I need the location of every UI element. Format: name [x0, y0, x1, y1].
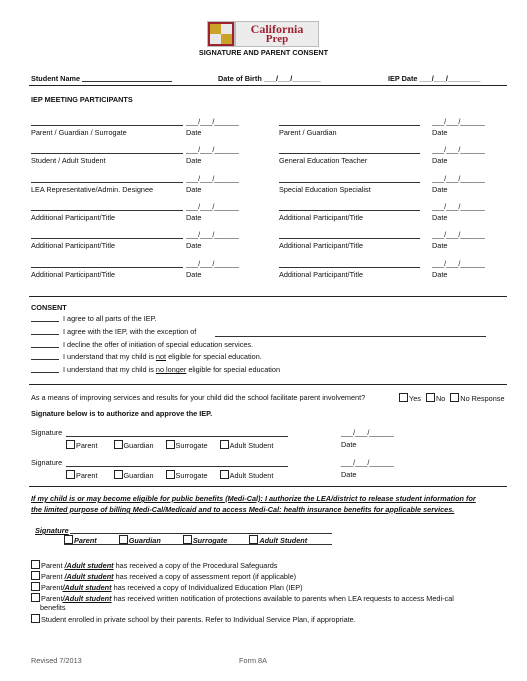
participant-signature-line[interactable] [31, 210, 183, 211]
participant-signature-line[interactable] [31, 238, 183, 239]
form-number-footer: Form 8A [239, 656, 267, 665]
involvement-options [399, 393, 505, 403]
signature-role-checkbox[interactable] [114, 470, 123, 479]
participant-date-field[interactable]: ___/___/______ [186, 258, 239, 268]
receipt-item [31, 560, 277, 570]
participant-signature-line[interactable] [279, 210, 420, 211]
consent-heading: CONSENT [31, 303, 67, 312]
participant-signature-line[interactable] [279, 267, 420, 268]
medi-adult-student-checkbox[interactable] [249, 535, 258, 544]
student-name-label: Student Name [31, 74, 172, 83]
signature-date-label: Date [341, 470, 357, 479]
participant-date-label: Date [432, 269, 448, 279]
participant-signature-line[interactable] [279, 182, 420, 183]
receipt-text: has received a copy of the Procedural Safeguards [113, 561, 278, 570]
participant-date-label: Date [432, 156, 448, 166]
revised-footer: Revised 7/2013 [31, 656, 82, 665]
signature-role-options [66, 440, 273, 450]
receipt-text: has received a copy of Individualized Education Plan (IEP) [111, 583, 303, 592]
medi-parent-checkbox[interactable] [64, 535, 73, 544]
consent-text: eligible for special education. [166, 352, 262, 362]
consent-text: I agree with the IEP, with the exception of [63, 326, 197, 336]
consent-item [31, 314, 157, 323]
divider [29, 486, 507, 487]
no-label: No [435, 394, 446, 403]
signature-role-checkbox[interactable] [114, 440, 123, 449]
signature-role-label: Guardian [123, 441, 154, 450]
medi-cal-text-line2: the limited purpose of billing Medi-Cal/Medicaid and to access Medi-Cal: health insurance benefits for applicable services. [31, 505, 455, 514]
consent-initial-field[interactable] [31, 314, 59, 322]
medi-guardian-checkbox[interactable] [119, 535, 128, 544]
participant-role-label: General Education Teacher [279, 156, 368, 166]
exception-field[interactable] [215, 336, 486, 337]
consent-text: I agree to all parts of the IEP. [63, 314, 157, 323]
divider [29, 85, 507, 86]
signature-role-checkbox[interactable] [66, 440, 75, 449]
consent-text: I understand that my child is [63, 365, 156, 375]
medi-parent-label: Parent [74, 536, 97, 545]
consent-initial-field[interactable] [31, 352, 59, 360]
participant-signature-line[interactable] [279, 153, 420, 154]
participant-role-label: Additional Participant/Title [279, 269, 364, 279]
signature-role-checkbox[interactable] [166, 470, 175, 479]
signature-role-checkbox[interactable] [220, 470, 229, 479]
participant-date-field[interactable]: ___/___/______ [432, 258, 485, 268]
participant-date-label: Date [432, 241, 448, 251]
divider [29, 296, 507, 297]
logo-text-line2: Prep [265, 33, 289, 45]
receipt-checkbox[interactable] [31, 571, 40, 580]
iep-date-field[interactable]: ___/___/________ [419, 74, 481, 83]
participant-signature-line[interactable] [279, 238, 420, 239]
consent-initial-field[interactable] [31, 365, 59, 373]
signature-role-checkbox[interactable] [66, 470, 75, 479]
signature-date-field[interactable]: ___/___/______ [341, 458, 394, 467]
receipt-item [31, 593, 454, 603]
medi-guardian-label: Guardian [128, 536, 161, 545]
receipt-item [31, 571, 296, 581]
dob-label: Date of Birth ___/___/_______ [218, 74, 321, 83]
involvement-question: As a means of improving services and results for your child did the school facilitate parent involvement? [31, 393, 366, 402]
receipt-emphasis: /Adult student [64, 572, 114, 581]
checks-wrap-text: benefits [40, 603, 66, 612]
receipt-emphasis: /Adult student [64, 561, 114, 570]
logo-text-line1: California [250, 22, 304, 36]
participant-role-label: Student / Adult Student [31, 156, 106, 166]
participant-role-label: Additional Participant/Title [279, 212, 364, 222]
receipt-text: Parent [41, 561, 65, 570]
private-school-label: Student enrolled in private school by their parents. Refer to Individual Service Plan, if appropriate. [41, 615, 356, 624]
participant-role-label: Additional Participant/Title [31, 212, 116, 222]
dob-field[interactable]: ___/___/_______ [263, 74, 321, 83]
consent-text: I decline the offer of initiation of special education services. [63, 339, 254, 349]
medi-cal-text-line1: If my child is or may become eligible for public benefits (Medi-Cal): I authorize the LEA/district to release student information for [31, 494, 476, 503]
medi-options-underline [64, 544, 332, 545]
consent-text: eligible for special education [186, 365, 281, 375]
signature-date-field[interactable]: ___/___/______ [341, 428, 394, 437]
signature-role-label: Parent [76, 471, 98, 480]
no-response-checkbox[interactable] [450, 393, 459, 402]
participant-date-field[interactable]: ___/___/______ [186, 173, 239, 183]
shield-icon [207, 21, 235, 47]
participant-signature-line[interactable] [31, 153, 183, 154]
signature-field[interactable] [66, 466, 288, 467]
participant-date-label: Date [186, 212, 202, 222]
california-prep-logo [207, 21, 319, 47]
participant-date-label: Date [186, 156, 202, 166]
signature-role-label: Adult Student [229, 471, 274, 480]
consent-text: I understand that my child is [63, 352, 156, 362]
yes-label: Yes [409, 394, 421, 403]
participant-date-field[interactable]: ___/___/______ [186, 145, 239, 155]
participant-signature-line[interactable] [31, 182, 183, 183]
student-name-field[interactable] [82, 74, 172, 82]
participant-role-label: Special Education Specialist [279, 184, 371, 194]
signature-field[interactable] [66, 436, 288, 437]
participant-date-label: Date [186, 269, 202, 279]
private-school-checkbox[interactable] [31, 614, 40, 623]
participant-date-label: Date [186, 184, 202, 194]
consent-emphasis: no longer [155, 365, 187, 375]
no-checkbox[interactable] [426, 393, 435, 402]
signature-role-checkbox[interactable] [166, 440, 175, 449]
signature-label: Signature [31, 458, 63, 467]
participant-date-field[interactable]: ___/___/______ [432, 173, 485, 183]
consent-initial-field[interactable] [31, 327, 59, 335]
participant-role-label: Additional Participant/Title [279, 241, 364, 251]
participant-date-label: Date [432, 128, 448, 137]
consent-item [31, 365, 280, 374]
participant-role-label: Parent / Guardian [279, 128, 337, 137]
participant-date-field[interactable]: ___/___/______ [432, 230, 485, 240]
participant-role-label: Parent / Guardian / Surrogate [31, 128, 127, 137]
participant-date-label: Date [186, 241, 202, 251]
medi-cal-signature-field[interactable] [70, 533, 332, 534]
participant-role-label: Additional Participant/Title [31, 269, 116, 279]
signature-role-label: Adult Student [229, 441, 274, 450]
participants-heading: IEP MEETING PARTICIPANTS [31, 95, 133, 104]
participant-date-field[interactable]: ___/___/______ [186, 117, 239, 126]
signature-role-label: Surrogate [175, 471, 208, 480]
receipt-text: Parent [41, 594, 63, 603]
participant-date-field[interactable]: ___/___/______ [432, 201, 485, 211]
private-school-item [31, 614, 356, 624]
participant-signature-line[interactable] [31, 267, 183, 268]
participant-signature-line[interactable] [31, 125, 183, 126]
consent-item [31, 352, 262, 361]
page-title: SIGNATURE AND PARENT CONSENT [198, 48, 329, 57]
iep-date-label: IEP Date ___/___/________ [388, 74, 481, 83]
participant-date-field[interactable]: ___/___/______ [432, 145, 485, 155]
medi-adult-student-label: Adult Student [259, 536, 308, 545]
receipt-checkbox[interactable] [31, 593, 40, 602]
medi-surrogate-checkbox[interactable] [183, 535, 192, 544]
receipt-text: Parent [41, 583, 63, 592]
yes-checkbox[interactable] [399, 393, 408, 402]
participant-date-label: Date [432, 184, 448, 194]
consent-item [31, 327, 196, 336]
participant-date-label: Date [432, 212, 448, 222]
receipt-checkbox[interactable] [31, 560, 40, 569]
medi-surrogate-label: Surrogate [192, 536, 228, 545]
receipt-text: Parent [41, 572, 65, 581]
receipt-item [31, 582, 303, 592]
authorize-text: Signature below is to authorize and approve the IEP. [31, 409, 213, 418]
divider [29, 384, 507, 385]
participant-date-field[interactable]: ___/___/______ [186, 201, 239, 211]
participant-date-field[interactable]: ___/___/______ [432, 117, 485, 126]
signature-role-label: Parent [76, 441, 98, 450]
receipt-checkbox[interactable] [31, 582, 40, 591]
participant-role-label: LEA Representative/Admin. Designee [31, 184, 154, 194]
consent-initial-field[interactable] [31, 340, 59, 348]
participant-date-label: Date [186, 128, 202, 137]
consent-item [31, 340, 253, 349]
receipt-text: has received written notification of protections available to parents when LEA requests to access Medi-cal [111, 594, 454, 603]
receipt-emphasis: /Adult student [62, 583, 112, 592]
consent-emphasis: not [155, 352, 167, 362]
participant-role-label: Additional Participant/Title [31, 241, 116, 251]
participant-date-field[interactable]: ___/___/______ [186, 230, 239, 240]
signature-label: Signature [31, 428, 63, 437]
signature-role-label: Guardian [123, 471, 154, 480]
receipt-emphasis: /Adult student [62, 594, 112, 603]
no-response-label: No Response [460, 394, 505, 403]
signature-date-label: Date [341, 440, 357, 449]
signature-role-options [66, 470, 273, 480]
receipt-text: has received a copy of assessment report (if applicable) [113, 572, 297, 581]
medi-cal-signature-label: Signature [35, 526, 69, 535]
participant-signature-line[interactable] [279, 125, 420, 126]
signature-role-checkbox[interactable] [220, 440, 229, 449]
signature-role-label: Surrogate [175, 441, 208, 450]
